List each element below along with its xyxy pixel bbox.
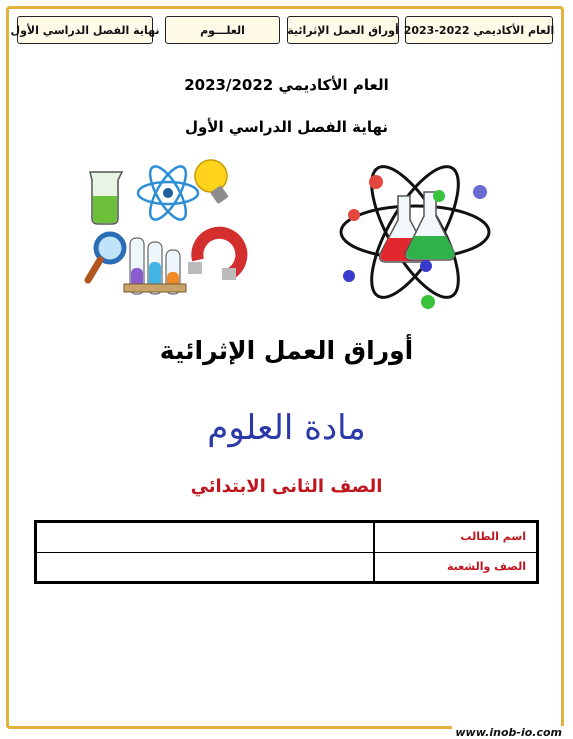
header-subject-text: العلـــوم bbox=[200, 23, 245, 37]
header-title-box bbox=[287, 16, 399, 44]
footer-url[interactable]: www.inob-io.com bbox=[452, 726, 565, 739]
grade-title: الصف الثانى الابتدائي bbox=[190, 476, 383, 497]
student-name-field[interactable] bbox=[37, 523, 373, 552]
header-term-text: نهاية الفصل الدراسي الأول bbox=[10, 23, 160, 37]
page-frame bbox=[6, 6, 564, 729]
subject-title: مادة العلوم bbox=[207, 408, 366, 448]
atom-flask-icon bbox=[332, 150, 498, 315]
worksheet-title: أوراق العمل الإثرائية bbox=[159, 336, 414, 365]
class-section-field[interactable] bbox=[37, 553, 373, 582]
science-clipart-icon bbox=[80, 150, 250, 310]
student-name-label: اسم الطالب bbox=[373, 523, 536, 552]
term-heading: نهاية الفصل الدراسي الأول bbox=[184, 118, 389, 136]
student-info-table bbox=[34, 520, 539, 584]
class-section-label: الصف والشعبة bbox=[373, 553, 536, 582]
header-year-text: العام الأكاديمي 2022-2023 bbox=[403, 23, 555, 37]
table-row bbox=[37, 523, 536, 553]
header-year-box bbox=[405, 16, 553, 44]
header-subject-box bbox=[165, 16, 280, 44]
table-row bbox=[37, 553, 536, 582]
header-title-text: أوراق العمل الإثرائية bbox=[287, 23, 399, 37]
academic-year-heading: العام الأكاديمي 2023/2022 bbox=[184, 76, 389, 94]
header-term-box bbox=[10, 16, 160, 44]
